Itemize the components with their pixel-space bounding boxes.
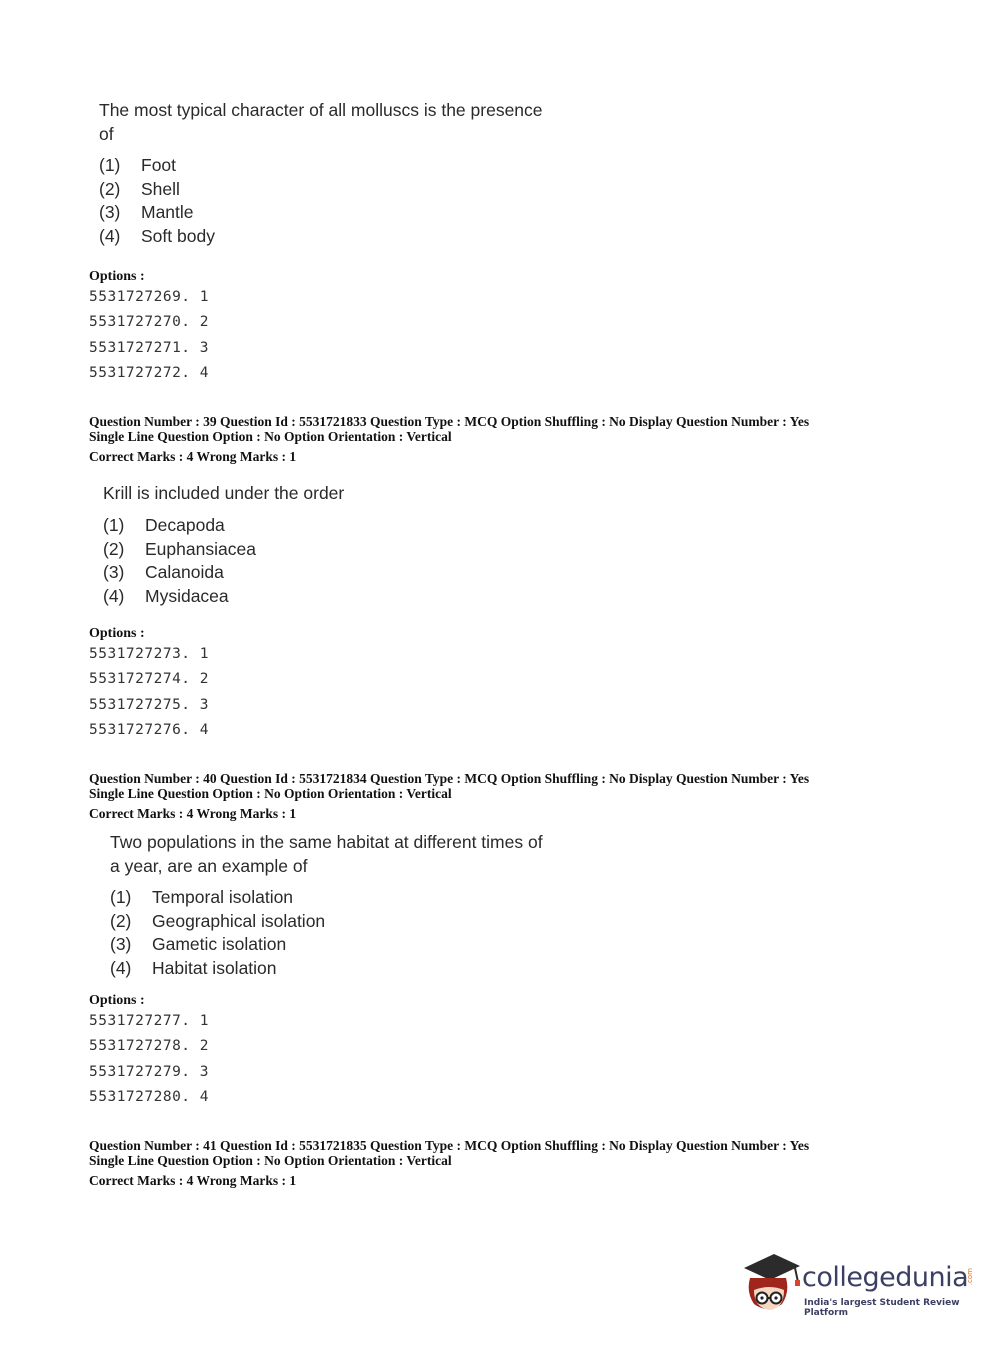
question-40-meta [89,771,809,821]
answer-option: (2) Geographical isolation [110,910,326,931]
question-text: of [99,124,114,144]
question-38-block [99,98,543,248]
option-id: 5531727276. 4 [89,721,209,738]
options-label: Options : [89,269,145,284]
question-text: a year, are an example of [110,856,308,876]
option-id: 5531727272. 4 [89,364,209,381]
question-meta-line: Question Number : 40 Question Id : 5531721834 Question Type : MCQ Option Shuffling : No Display Question Number : Yes [89,771,810,786]
option-id: 5531727275. 3 [89,696,209,713]
marks-line: Correct Marks : 4 Wrong Marks : 1 [89,1173,297,1188]
question-meta-line: Single Line Question Option : No Option Orientation : Vertical [89,429,452,444]
marks-line: Correct Marks : 4 Wrong Marks : 1 [89,806,297,821]
answer-option: (2) Euphansiacea [103,538,256,559]
question-meta-line: Question Number : 39 Question Id : 5531721833 Question Type : MCQ Option Shuffling : No Display Question Number : Yes [89,414,810,429]
option-id: 5531727280. 4 [89,1088,209,1105]
options-label: Options : [89,993,145,1008]
answer-option: (4) Soft body [99,225,215,246]
question-39-block [103,481,344,608]
question-41-meta [89,1138,809,1188]
answer-option: (3) Gametic isolation [110,934,287,954]
answer-option: (4) Mysidacea [103,585,229,606]
marks-line: Correct Marks : 4 Wrong Marks : 1 [89,449,297,464]
answer-option: (3) Mantle [99,202,194,222]
option-id: 5531727274. 2 [89,671,209,688]
logo-suffix: .com [966,1268,974,1286]
question-meta-line: Question Number : 41 Question Id : 5531721835 Question Type : MCQ Option Shuffling : No Display Question Number : Yes [89,1138,810,1153]
question-meta-line: Single Line Question Option : No Option Orientation : Vertical [89,1153,452,1168]
option-id: 5531727279. 3 [89,1063,209,1080]
option-id: 5531727270. 2 [89,314,209,331]
logo-tagline: India's largest Student Review Platform [804,1298,960,1318]
logo-name: collegedunia [802,1262,969,1293]
mascot-icon [740,1248,802,1318]
question-40-block [110,830,543,980]
question-text: Krill is included under the order [103,483,345,503]
options-label: Options : [89,626,145,641]
option-id-list [89,1009,209,1110]
option-id-list [89,642,209,743]
question-text: The most typical character of all molluscs is the presence [99,100,543,120]
question-39-meta [89,414,809,464]
collegedunia-logo [740,1248,980,1320]
answer-option: (1) Foot [99,155,177,175]
answer-option: (2) Shell [99,178,180,199]
option-id: 5531727273. 1 [89,646,209,662]
question-text: Two populations in the same habitat at different times of [110,832,543,852]
answer-option: (1) Decapoda [103,515,225,535]
answer-option: (4) Habitat isolation [110,957,277,978]
option-id: 5531727271. 3 [89,339,209,356]
answer-option: (3) Calanoida [103,562,224,582]
option-id: 5531727278. 2 [89,1038,209,1055]
option-id-list [89,285,209,386]
option-id: 5531727277. 1 [89,1013,209,1029]
answer-option: (1) Temporal isolation [110,887,294,907]
option-id: 5531727269. 1 [89,289,209,305]
question-meta-line: Single Line Question Option : No Option Orientation : Vertical [89,786,452,801]
